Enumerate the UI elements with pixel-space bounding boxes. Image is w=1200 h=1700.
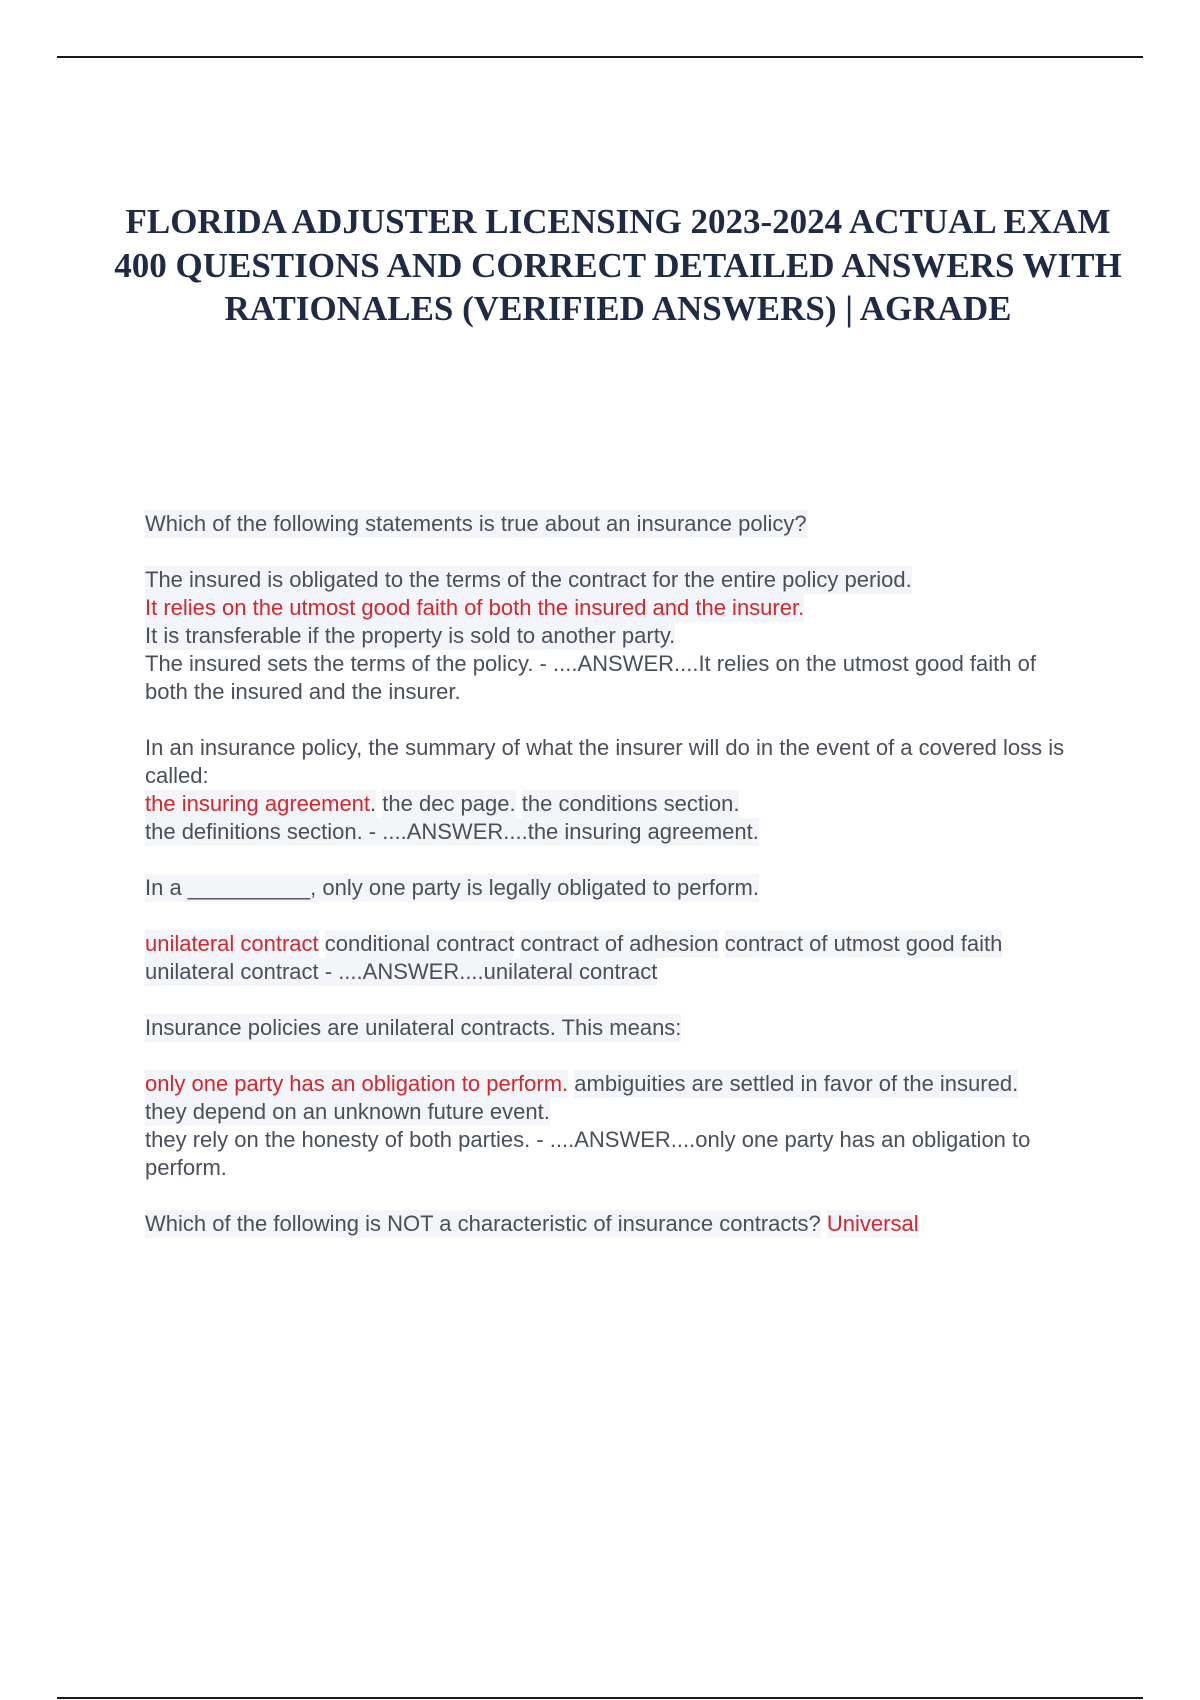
answer-option: the dec page. [382,791,516,816]
answer-punctuation: . [370,791,377,816]
answer-option-with-key: unilateral contract - ....ANSWER....unilateral contract [145,959,658,984]
correct-answer-option: It relies on the utmost good faith of both the insured and the insurer. [145,595,805,620]
answer-option: The insured is obligated to the terms of the contract for the entire policy period. [145,567,912,592]
question-block [145,1210,1105,1238]
question-prompt: In an insurance policy, the summary of what the insurer will do in the event of a covered loss is called: [145,735,1071,788]
question-prompt: Which of the following statements is true about an insurance policy? [145,511,807,536]
question-block [145,1014,1105,1182]
answer-option: conditional contract [324,931,515,956]
question-block [145,510,1105,706]
answer-option-with-key: they rely on the honesty of both parties. - ....ANSWER....only one party has an obligation to perform. [145,1127,1037,1180]
correct-answer-option: unilateral contract [145,931,319,956]
answer-option: ambiguities are settled in favor of the insured. [574,1071,1019,1096]
top-rule [57,56,1143,58]
correct-answer-option: the insuring agreement [145,791,371,816]
document-body [145,510,1105,1238]
answer-option-with-key: the definitions section. - ....ANSWER....the insuring agreement. [145,819,759,844]
answer-option: the conditions section. [521,791,740,816]
correct-answer-row [145,790,376,818]
correct-answer-option: only one party has an obligation to perform. [145,1071,569,1096]
document-title: FLORIDA ADJUSTER LICENSING 2023-2024 ACTUAL EXAM 400 QUESTIONS AND CORRECT DETAILED ANSWERS WITH RATIONALES (VERIFIED ANSWERS) | AGRADE [114,202,1122,328]
question-prompt: Insurance policies are unilateral contracts. This means: [145,1015,682,1040]
answer-option-with-key: The insured sets the terms of the policy. - ....ANSWER....It relies on the utmost good faith of both the insured and the insurer. [145,651,1043,704]
bottom-rule [57,1697,1143,1699]
question-prompt: Which of the following is NOT a characteristic of insurance contracts? [145,1211,821,1236]
question-block [145,734,1105,846]
answer-option: It is transferable if the property is sold to another party. [145,623,676,648]
correct-answer-option: Universal [826,1211,919,1236]
answer-option: contract of utmost good faith [724,931,1003,956]
answer-option: contract of adhesion [520,931,719,956]
answer-option: they depend on an unknown future event. [145,1099,550,1124]
question-prompt: In a __________, only one party is legally obligated to perform. [145,875,759,900]
question-block [145,874,1105,986]
